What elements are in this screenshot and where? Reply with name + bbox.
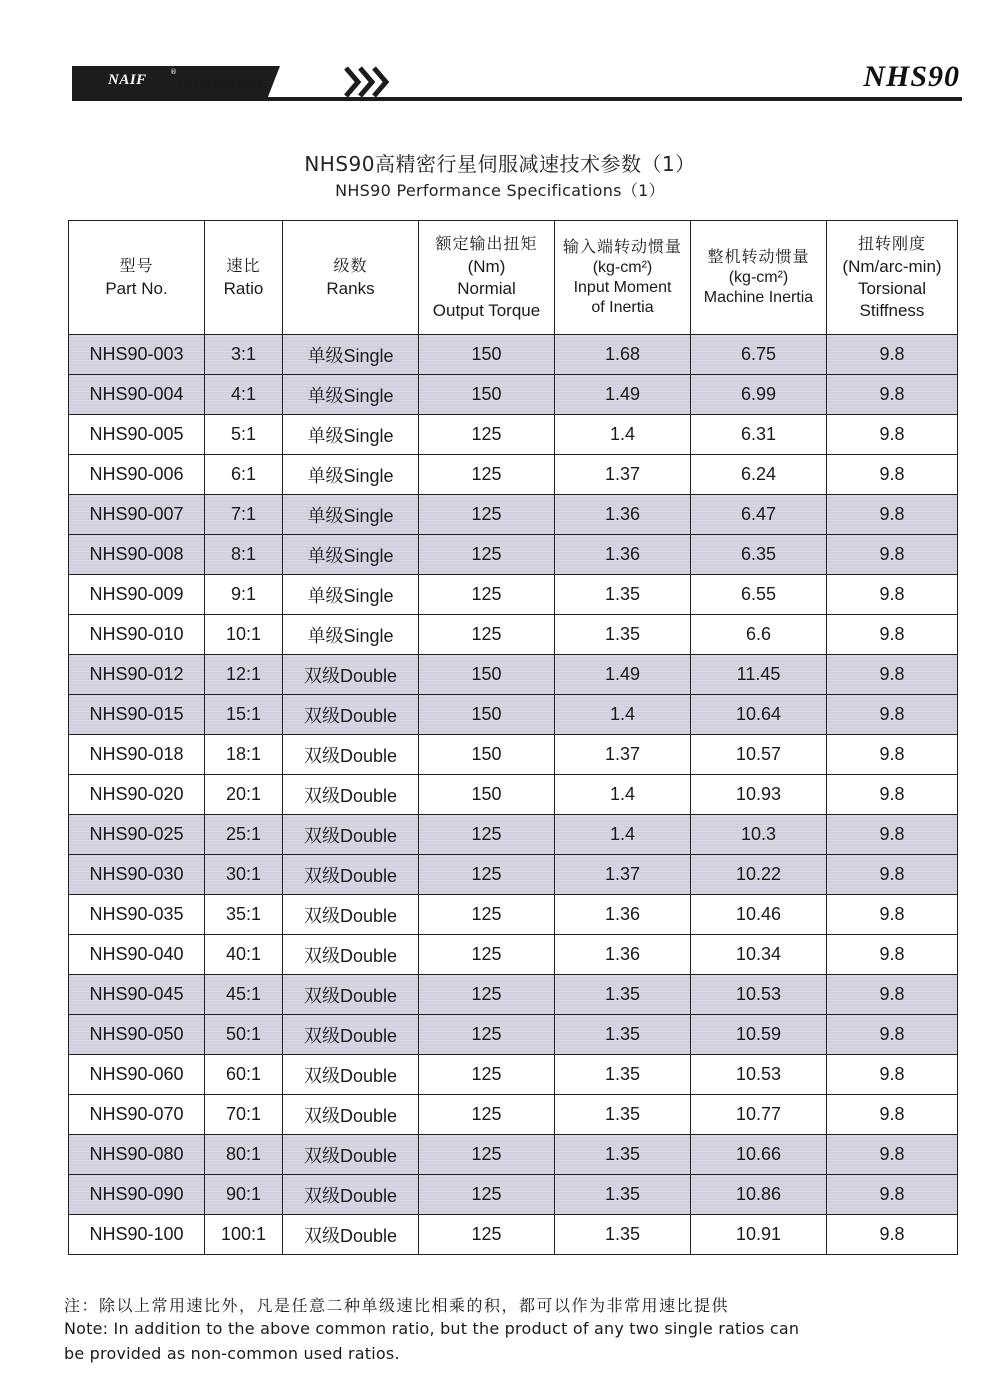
cell-ratio: 40:1 [205, 935, 283, 975]
cell-part-no: NHS90-008 [69, 535, 205, 575]
table-row [69, 575, 958, 615]
cell-machine-inertia: 10.57 [691, 735, 827, 775]
cell-output-torque: 150 [419, 375, 555, 415]
cell-output-torque: 125 [419, 1175, 555, 1215]
cell-torsional-stiffness: 9.8 [827, 775, 958, 815]
cell-output-torque: 125 [419, 455, 555, 495]
cell-torsional-stiffness: 9.8 [827, 375, 958, 415]
note-en-line1: Note: In addition to the above common ratio, but the product of any two single ratios can [64, 1319, 800, 1338]
cell-output-torque: 125 [419, 415, 555, 455]
cell-ratio: 30:1 [205, 855, 283, 895]
cell-part-no: NHS90-003 [69, 335, 205, 375]
cell-output-torque: 125 [419, 855, 555, 895]
cell-input-inertia: 1.37 [555, 455, 691, 495]
column-header-ranks: 级数 Ranks [283, 221, 419, 335]
note-en-line2: be provided as non-common used ratios. [64, 1344, 400, 1363]
cell-part-no: NHS90-080 [69, 1135, 205, 1175]
cell-ranks: 单级Single [283, 495, 419, 535]
cell-ranks: 双级Double [283, 1015, 419, 1055]
cell-machine-inertia: 10.93 [691, 775, 827, 815]
table-row [69, 815, 958, 855]
cell-machine-inertia: 11.45 [691, 655, 827, 695]
cell-output-torque: 125 [419, 975, 555, 1015]
cell-machine-inertia: 10.53 [691, 1055, 827, 1095]
cell-ratio: 70:1 [205, 1095, 283, 1135]
cell-machine-inertia: 10.91 [691, 1215, 827, 1255]
cell-torsional-stiffness: 9.8 [827, 695, 958, 735]
cell-machine-inertia: 6.55 [691, 575, 827, 615]
cell-ratio: 80:1 [205, 1135, 283, 1175]
cell-part-no: NHS90-040 [69, 935, 205, 975]
table-row [69, 1095, 958, 1135]
cell-part-no: NHS90-018 [69, 735, 205, 775]
cell-ratio: 20:1 [205, 775, 283, 815]
cell-torsional-stiffness: 9.8 [827, 975, 958, 1015]
cell-machine-inertia: 10.59 [691, 1015, 827, 1055]
cell-output-torque: 125 [419, 815, 555, 855]
column-header-output-torque: 额定输出扭矩 (Nm) Normial Output Torque [419, 221, 555, 335]
cell-output-torque: 125 [419, 495, 555, 535]
cell-input-inertia: 1.4 [555, 415, 691, 455]
cell-output-torque: 150 [419, 775, 555, 815]
cell-ranks: 双级Double [283, 775, 419, 815]
cell-part-no: NHS90-004 [69, 375, 205, 415]
cell-ranks: 双级Double [283, 655, 419, 695]
cell-torsional-stiffness: 9.8 [827, 575, 958, 615]
cell-ranks: 双级Double [283, 1055, 419, 1095]
cell-input-inertia: 1.4 [555, 695, 691, 735]
registered-mark: ® [170, 68, 177, 76]
table-row [69, 1015, 958, 1055]
cell-torsional-stiffness: 9.8 [827, 495, 958, 535]
cell-torsional-stiffness: 9.8 [827, 935, 958, 975]
cell-torsional-stiffness: 9.8 [827, 815, 958, 855]
table-row [69, 1135, 958, 1175]
cell-torsional-stiffness: 9.8 [827, 615, 958, 655]
column-header-machine-inertia: 整机转动惯量 (kg-cm²) Machine Inertia [691, 221, 827, 335]
cell-machine-inertia: 10.53 [691, 975, 827, 1015]
cell-ratio: 7:1 [205, 495, 283, 535]
cell-torsional-stiffness: 9.8 [827, 335, 958, 375]
table-row [69, 895, 958, 935]
cell-ratio: 18:1 [205, 735, 283, 775]
cell-part-no: NHS90-025 [69, 815, 205, 855]
cell-ratio: 8:1 [205, 535, 283, 575]
cell-ranks: 双级Double [283, 855, 419, 895]
table-row [69, 655, 958, 695]
cell-ranks: 双级Double [283, 735, 419, 775]
cell-input-inertia: 1.37 [555, 855, 691, 895]
cell-input-inertia: 1.35 [555, 1055, 691, 1095]
header-rule [72, 97, 962, 101]
cell-part-no: NHS90-020 [69, 775, 205, 815]
table-row [69, 615, 958, 655]
cell-input-inertia: 1.4 [555, 815, 691, 855]
cell-torsional-stiffness: 9.8 [827, 535, 958, 575]
cell-torsional-stiffness: 9.8 [827, 735, 958, 775]
cell-ratio: 90:1 [205, 1175, 283, 1215]
table-row [69, 415, 958, 455]
cell-ratio: 9:1 [205, 575, 283, 615]
cell-part-no: NHS90-015 [69, 695, 205, 735]
cell-output-torque: 125 [419, 1015, 555, 1055]
cell-ratio: 45:1 [205, 975, 283, 1015]
cell-ratio: 60:1 [205, 1055, 283, 1095]
brand-tagline: TECHNOLOGY [178, 78, 265, 90]
table-row [69, 1215, 958, 1255]
cell-output-torque: 125 [419, 1135, 555, 1175]
page-title-en: NHS90 Performance Specifications（1） [335, 181, 665, 200]
cell-ratio: 10:1 [205, 615, 283, 655]
cell-ratio: 6:1 [205, 455, 283, 495]
cell-input-inertia: 1.36 [555, 895, 691, 935]
cell-part-no: NHS90-100 [69, 1215, 205, 1255]
cell-torsional-stiffness: 9.8 [827, 1015, 958, 1055]
cell-ranks: 单级Single [283, 615, 419, 655]
cell-output-torque: 125 [419, 575, 555, 615]
cell-ranks: 双级Double [283, 935, 419, 975]
cell-part-no: NHS90-090 [69, 1175, 205, 1215]
cell-ranks: 双级Double [283, 815, 419, 855]
cell-ratio: 12:1 [205, 655, 283, 695]
column-header-input-inertia: 输入端转动惯量 (kg-cm²) Input Moment of Inertia [555, 221, 691, 335]
cell-ranks: 双级Double [283, 1135, 419, 1175]
cell-output-torque: 150 [419, 335, 555, 375]
cell-torsional-stiffness: 9.8 [827, 1055, 958, 1095]
column-header-torsional-stiffness: 扭转刚度 (Nm/arc-min) Torsional Stiffness [827, 221, 958, 335]
cell-machine-inertia: 10.64 [691, 695, 827, 735]
cell-input-inertia: 1.49 [555, 655, 691, 695]
cell-machine-inertia: 6.75 [691, 335, 827, 375]
cell-ratio: 15:1 [205, 695, 283, 735]
table-row [69, 455, 958, 495]
table-row [69, 1055, 958, 1095]
cell-machine-inertia: 6.47 [691, 495, 827, 535]
cell-ranks: 单级Single [283, 455, 419, 495]
cell-output-torque: 125 [419, 535, 555, 575]
cell-ranks: 单级Single [283, 375, 419, 415]
chevron-right-icon [342, 64, 394, 100]
cell-input-inertia: 1.35 [555, 975, 691, 1015]
cell-input-inertia: 1.35 [555, 1175, 691, 1215]
table-row [69, 375, 958, 415]
cell-input-inertia: 1.36 [555, 535, 691, 575]
cell-output-torque: 150 [419, 655, 555, 695]
table-row [69, 495, 958, 535]
cell-machine-inertia: 10.46 [691, 895, 827, 935]
cell-part-no: NHS90-012 [69, 655, 205, 695]
table-header-row [69, 221, 958, 335]
cell-ranks: 双级Double [283, 1215, 419, 1255]
table-row [69, 335, 958, 375]
cell-output-torque: 125 [419, 615, 555, 655]
cell-torsional-stiffness: 9.8 [827, 895, 958, 935]
cell-ranks: 双级Double [283, 1095, 419, 1135]
cell-output-torque: 125 [419, 895, 555, 935]
cell-machine-inertia: 10.66 [691, 1135, 827, 1175]
cell-part-no: NHS90-030 [69, 855, 205, 895]
table-row [69, 695, 958, 735]
cell-torsional-stiffness: 9.8 [827, 1175, 958, 1215]
cell-ratio: 25:1 [205, 815, 283, 855]
cell-input-inertia: 1.35 [555, 1135, 691, 1175]
brand-logo: NAIF [108, 72, 147, 88]
cell-output-torque: 125 [419, 1215, 555, 1255]
table-row [69, 735, 958, 775]
table-row [69, 535, 958, 575]
cell-ranks: 双级Double [283, 695, 419, 735]
cell-part-no: NHS90-009 [69, 575, 205, 615]
table-row [69, 975, 958, 1015]
cell-ranks: 单级Single [283, 575, 419, 615]
cell-input-inertia: 1.49 [555, 375, 691, 415]
cell-ratio: 100:1 [205, 1215, 283, 1255]
cell-part-no: NHS90-070 [69, 1095, 205, 1135]
cell-machine-inertia: 6.99 [691, 375, 827, 415]
cell-machine-inertia: 10.86 [691, 1175, 827, 1215]
cell-machine-inertia: 6.35 [691, 535, 827, 575]
table-row [69, 855, 958, 895]
cell-torsional-stiffness: 9.8 [827, 1095, 958, 1135]
cell-ranks: 单级Single [283, 335, 419, 375]
cell-part-no: NHS90-060 [69, 1055, 205, 1095]
cell-torsional-stiffness: 9.8 [827, 1135, 958, 1175]
cell-ranks: 单级Single [283, 415, 419, 455]
cell-ranks: 双级Double [283, 1175, 419, 1215]
cell-machine-inertia: 6.24 [691, 455, 827, 495]
cell-machine-inertia: 10.22 [691, 855, 827, 895]
cell-ranks: 单级Single [283, 535, 419, 575]
cell-ranks: 双级Double [283, 975, 419, 1015]
cell-input-inertia: 1.35 [555, 1015, 691, 1055]
page-title-cn: NHS90高精密行星伺服减速技术参数（1） [304, 152, 696, 176]
cell-input-inertia: 1.4 [555, 775, 691, 815]
note-cn: 注：除以上常用速比外，凡是任意二种单级速比相乘的积，都可以作为非常用速比提供 [64, 1296, 730, 1315]
cell-part-no: NHS90-005 [69, 415, 205, 455]
table-row [69, 1175, 958, 1215]
cell-part-no: NHS90-050 [69, 1015, 205, 1055]
cell-ratio: 50:1 [205, 1015, 283, 1055]
cell-input-inertia: 1.35 [555, 1215, 691, 1255]
cell-torsional-stiffness: 9.8 [827, 455, 958, 495]
model-title: NHS90 [863, 60, 960, 93]
cell-machine-inertia: 10.77 [691, 1095, 827, 1135]
table-row [69, 775, 958, 815]
column-header-ratio: 速比 Ratio [205, 221, 283, 335]
cell-ratio: 4:1 [205, 375, 283, 415]
cell-input-inertia: 1.37 [555, 735, 691, 775]
cell-torsional-stiffness: 9.8 [827, 655, 958, 695]
cell-output-torque: 150 [419, 735, 555, 775]
cell-input-inertia: 1.35 [555, 575, 691, 615]
cell-output-torque: 150 [419, 695, 555, 735]
cell-ratio: 5:1 [205, 415, 283, 455]
cell-torsional-stiffness: 9.8 [827, 1215, 958, 1255]
cell-part-no: NHS90-035 [69, 895, 205, 935]
table-row [69, 935, 958, 975]
column-header-part-no: 型号 Part No. [69, 221, 205, 335]
table-body [69, 335, 958, 1255]
cell-machine-inertia: 10.34 [691, 935, 827, 975]
cell-input-inertia: 1.35 [555, 615, 691, 655]
cell-input-inertia: 1.36 [555, 935, 691, 975]
cell-part-no: NHS90-006 [69, 455, 205, 495]
cell-ratio: 35:1 [205, 895, 283, 935]
cell-input-inertia: 1.36 [555, 495, 691, 535]
cell-part-no: NHS90-045 [69, 975, 205, 1015]
cell-output-torque: 125 [419, 1055, 555, 1095]
cell-torsional-stiffness: 9.8 [827, 855, 958, 895]
cell-torsional-stiffness: 9.8 [827, 415, 958, 455]
cell-ratio: 3:1 [205, 335, 283, 375]
cell-machine-inertia: 10.3 [691, 815, 827, 855]
cell-part-no: NHS90-010 [69, 615, 205, 655]
cell-machine-inertia: 6.6 [691, 615, 827, 655]
cell-input-inertia: 1.68 [555, 335, 691, 375]
cell-part-no: NHS90-007 [69, 495, 205, 535]
cell-input-inertia: 1.35 [555, 1095, 691, 1135]
spec-table [68, 220, 958, 1255]
cell-output-torque: 125 [419, 935, 555, 975]
cell-ranks: 双级Double [283, 895, 419, 935]
cell-output-torque: 125 [419, 1095, 555, 1135]
cell-machine-inertia: 6.31 [691, 415, 827, 455]
